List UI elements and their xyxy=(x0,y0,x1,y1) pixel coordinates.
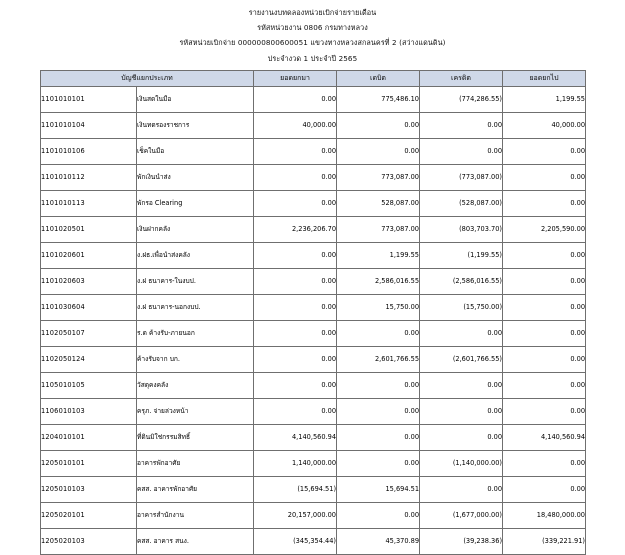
cell-account-name: เงินฝากคลัง xyxy=(137,216,254,242)
table-header-row xyxy=(41,70,586,86)
cell-account-code: 1205010101 xyxy=(41,450,137,476)
cell-closing-balance: 0.00 xyxy=(503,320,586,346)
cell-account-name: อาคารพักอาศัย xyxy=(137,450,254,476)
cell-credit: 0.00 xyxy=(420,424,503,450)
cell-closing-balance: 0.00 xyxy=(503,372,586,398)
cell-opening-balance: 0.00 xyxy=(254,398,337,424)
table-row xyxy=(41,112,586,138)
cell-account-code: 1101010106 xyxy=(41,138,137,164)
cell-debit: 0.00 xyxy=(337,450,420,476)
cell-closing-balance: 0.00 xyxy=(503,294,586,320)
cell-debit: 0.00 xyxy=(337,320,420,346)
cell-credit: (15,750.00) xyxy=(420,294,503,320)
cell-account-name: ง.ฝธ.เพื่อนำส่งคลัง xyxy=(137,242,254,268)
cell-account-name: เช็คในมือ xyxy=(137,138,254,164)
report-header xyxy=(0,0,625,62)
cell-account-code: 1101010113 xyxy=(41,190,137,216)
cell-closing-balance: 0.00 xyxy=(503,190,586,216)
column-header-debit: เดบิต xyxy=(337,70,420,86)
cell-account-code: 1102050124 xyxy=(41,346,137,372)
cell-account-name: พักรอ Clearing xyxy=(137,190,254,216)
cell-debit: 0.00 xyxy=(337,112,420,138)
cell-credit: (39,238.36) xyxy=(420,528,503,554)
cell-account-code: 1101010112 xyxy=(41,164,137,190)
cell-closing-balance: 0.00 xyxy=(503,450,586,476)
cell-closing-balance: 18,480,000.00 xyxy=(503,502,586,528)
cell-account-name: ค้างรับจาก บก. xyxy=(137,346,254,372)
cell-account-code: 1105010105 xyxy=(41,372,137,398)
cell-credit: 0.00 xyxy=(420,320,503,346)
cell-account-code: 1106010103 xyxy=(41,398,137,424)
cell-opening-balance: (15,694.51) xyxy=(254,476,337,502)
cell-account-name: คสส. อาคารพักอาศัย xyxy=(137,476,254,502)
cell-debit: 528,087.00 xyxy=(337,190,420,216)
trial-balance-table xyxy=(40,70,586,555)
cell-debit: 1,199.55 xyxy=(337,242,420,268)
cell-closing-balance: (339,221.91) xyxy=(503,528,586,554)
cell-account-name: อาคารสำนักงาน xyxy=(137,502,254,528)
column-header-closing-balance: ยอดยกไป xyxy=(503,70,586,86)
cell-debit: 15,750.00 xyxy=(337,294,420,320)
cell-credit: 0.00 xyxy=(420,476,503,502)
cell-opening-balance: 0.00 xyxy=(254,190,337,216)
table-row xyxy=(41,476,586,502)
cell-account-name: ที่ดินมิใช่กรรมสิทธิ์ xyxy=(137,424,254,450)
cell-debit: 0.00 xyxy=(337,502,420,528)
cell-account-name: คสส. อาคาร สนง. xyxy=(137,528,254,554)
cell-credit: (774,286.55) xyxy=(420,86,503,112)
column-header-opening-balance: ยอดยกมา xyxy=(254,70,337,86)
table-row xyxy=(41,86,586,112)
cell-closing-balance: 40,000.00 xyxy=(503,112,586,138)
cell-closing-balance: 0.00 xyxy=(503,164,586,190)
disbursement-unit-line: รหัสหน่วยเบิกจ่าย 000000800600051 แขวงทางหลวงสกลนครที่ 2 (สว่างแดนดิน) xyxy=(179,38,446,48)
table-row xyxy=(41,450,586,476)
cell-account-code: 1101020603 xyxy=(41,268,137,294)
cell-closing-balance: 0.00 xyxy=(503,346,586,372)
table-row xyxy=(41,528,586,554)
cell-account-name: วัสดุคงคลัง xyxy=(137,372,254,398)
cell-account-name: ครุภ. จ่ายล่วงหน้า xyxy=(137,398,254,424)
cell-credit: (528,087.00) xyxy=(420,190,503,216)
cell-account-code: 1205020101 xyxy=(41,502,137,528)
cell-debit: 0.00 xyxy=(337,424,420,450)
cell-credit: 0.00 xyxy=(420,398,503,424)
agency-code-line: รหัสหน่วยงาน 0806 กรมทางหลวง xyxy=(257,23,368,33)
table-row xyxy=(41,242,586,268)
cell-debit: 0.00 xyxy=(337,398,420,424)
cell-account-code: 1101020501 xyxy=(41,216,137,242)
table-row xyxy=(41,190,586,216)
cell-debit: 2,601,766.55 xyxy=(337,346,420,372)
table-row xyxy=(41,346,586,372)
cell-credit: 0.00 xyxy=(420,112,503,138)
cell-opening-balance: (345,354.44) xyxy=(254,528,337,554)
cell-account-name: ง.ฝ ธนาคาร-ในงบป. xyxy=(137,268,254,294)
table-row xyxy=(41,216,586,242)
cell-debit: 0.00 xyxy=(337,138,420,164)
cell-opening-balance: 1,140,000.00 xyxy=(254,450,337,476)
cell-closing-balance: 2,205,590.00 xyxy=(503,216,586,242)
cell-opening-balance: 0.00 xyxy=(254,294,337,320)
cell-opening-balance: 0.00 xyxy=(254,346,337,372)
cell-opening-balance: 20,157,000.00 xyxy=(254,502,337,528)
cell-closing-balance: 0.00 xyxy=(503,138,586,164)
column-header-credit: เครดิต xyxy=(420,70,503,86)
cell-closing-balance: 0.00 xyxy=(503,476,586,502)
cell-credit: (1,677,000.00) xyxy=(420,502,503,528)
cell-credit: (2,586,016.55) xyxy=(420,268,503,294)
cell-account-code: 1101010101 xyxy=(41,86,137,112)
cell-opening-balance: 2,236,206.70 xyxy=(254,216,337,242)
table-row xyxy=(41,138,586,164)
table-row xyxy=(41,502,586,528)
cell-debit: 773,087.00 xyxy=(337,164,420,190)
cell-opening-balance: 40,000.00 xyxy=(254,112,337,138)
cell-opening-balance: 0.00 xyxy=(254,268,337,294)
cell-account-code: 1205010103 xyxy=(41,476,137,502)
cell-credit: (1,199.55) xyxy=(420,242,503,268)
report-title: รายงานงบทดลองหน่วยเบิกจ่ายรายเดือน xyxy=(248,8,377,17)
table-row xyxy=(41,164,586,190)
cell-debit: 773,087.00 xyxy=(337,216,420,242)
cell-credit: 0.00 xyxy=(420,372,503,398)
table-row xyxy=(41,294,586,320)
cell-account-code: 1101030604 xyxy=(41,294,137,320)
cell-account-name: ง.ฝ ธนาคาร-นอกงบป. xyxy=(137,294,254,320)
cell-debit: 2,586,016.55 xyxy=(337,268,420,294)
table-row xyxy=(41,372,586,398)
period-line: ประจำงวด 1 ประจำปี 2565 xyxy=(267,53,358,63)
cell-debit: 15,694.51 xyxy=(337,476,420,502)
cell-account-name: เงินสดในมือ xyxy=(137,86,254,112)
cell-opening-balance: 0.00 xyxy=(254,164,337,190)
cell-closing-balance: 1,199.55 xyxy=(503,86,586,112)
cell-debit: 45,370.89 xyxy=(337,528,420,554)
cell-opening-balance: 0.00 xyxy=(254,242,337,268)
cell-closing-balance: 4,140,560.94 xyxy=(503,424,586,450)
table-body xyxy=(41,86,586,554)
cell-debit: 775,486.10 xyxy=(337,86,420,112)
table-row xyxy=(41,268,586,294)
cell-account-code: 1101010104 xyxy=(41,112,137,138)
cell-account-code: 1204010101 xyxy=(41,424,137,450)
cell-closing-balance: 0.00 xyxy=(503,398,586,424)
cell-credit: (1,140,000.00) xyxy=(420,450,503,476)
cell-account-code: 1101020601 xyxy=(41,242,137,268)
trial-balance-table-wrapper xyxy=(40,70,585,555)
column-header-account: บัญชีแยกประเภท xyxy=(41,70,254,86)
cell-closing-balance: 0.00 xyxy=(503,268,586,294)
cell-opening-balance: 0.00 xyxy=(254,320,337,346)
cell-account-name: ร.ด ค้างรับ-ภายนอก xyxy=(137,320,254,346)
cell-debit: 0.00 xyxy=(337,372,420,398)
cell-credit: 0.00 xyxy=(420,138,503,164)
cell-opening-balance: 0.00 xyxy=(254,372,337,398)
cell-credit: (773,087.00) xyxy=(420,164,503,190)
cell-credit: (803,703.70) xyxy=(420,216,503,242)
cell-credit: (2,601,766.55) xyxy=(420,346,503,372)
cell-opening-balance: 0.00 xyxy=(254,86,337,112)
table-row xyxy=(41,398,586,424)
table-row xyxy=(41,320,586,346)
table-row xyxy=(41,424,586,450)
cell-closing-balance: 0.00 xyxy=(503,242,586,268)
cell-account-code: 1205020103 xyxy=(41,528,137,554)
cell-account-code: 1102050107 xyxy=(41,320,137,346)
cell-account-name: พักเงินนำส่ง xyxy=(137,164,254,190)
cell-opening-balance: 0.00 xyxy=(254,138,337,164)
cell-account-name: เงินทดรองราชการ xyxy=(137,112,254,138)
cell-opening-balance: 4,140,560.94 xyxy=(254,424,337,450)
